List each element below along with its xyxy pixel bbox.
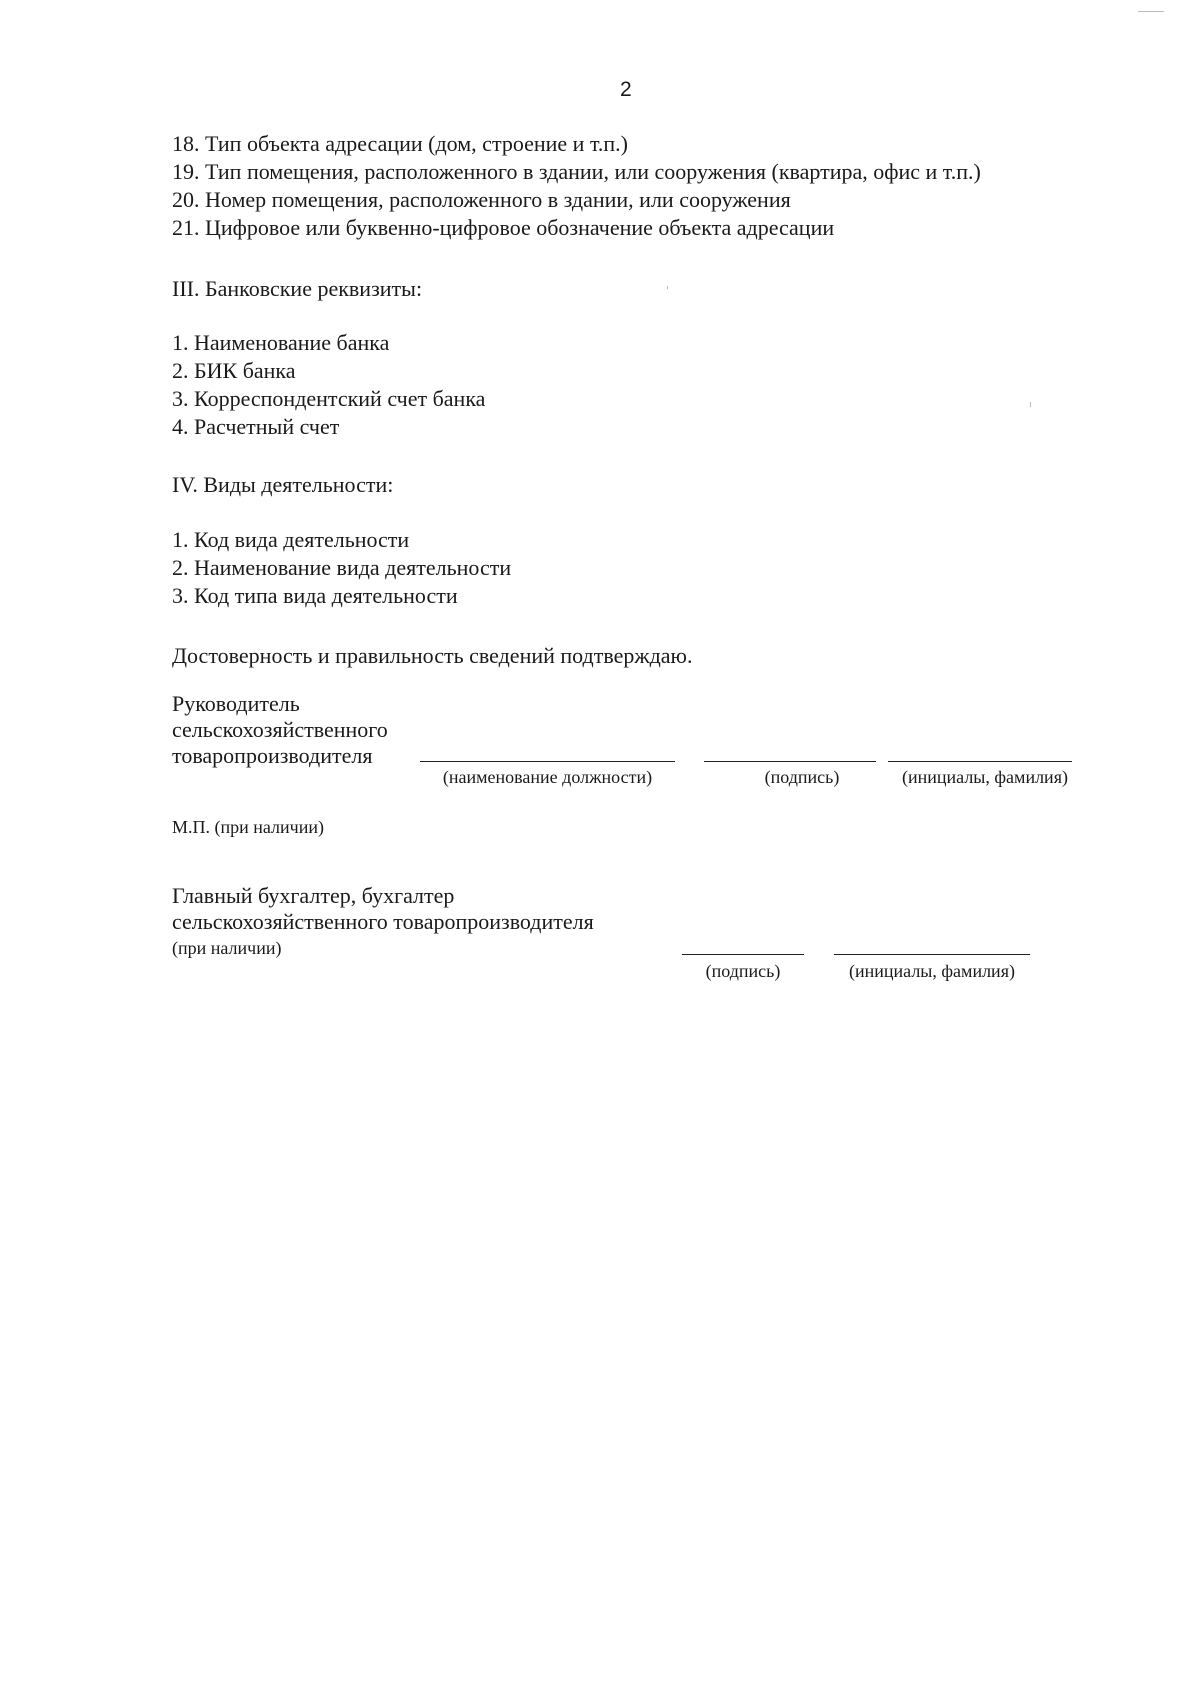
accountant-caption-signature: (подпись) [705,961,781,981]
head-caption-name: (инициалы, фамилия) [902,767,1068,787]
scan-speck [667,286,668,289]
page-number: 2 [620,78,632,101]
head-position-signature-line [420,761,675,762]
confirmation-text: Достоверность и правильность сведений подтверждаю. [172,643,693,668]
accountant-label-line-1: Главный бухгалтер, бухгалтер [172,883,455,908]
head-label-line-2: сельскохозяйственного [172,717,388,742]
head-caption-position: (наименование должности) [442,767,653,787]
head-name-signature-line [888,761,1072,762]
activity-item-1: 1. Код вида деятельности [172,527,410,552]
head-label-line-3: товаропроизводителя [172,743,373,768]
bank-item-3: 3. Корреспондентский счет банка [172,386,486,411]
activity-section-heading: IV. Виды деятельности: [172,472,394,497]
activity-item-2: 2. Наименование вида деятельности [172,555,512,580]
address-item-19: 19. Тип помещения, расположенного в здании, или сооружения (квартира, офис и т.п.) [172,159,981,184]
scan-speck [1030,402,1031,407]
address-item-21: 21. Цифровое или буквенно-цифровое обозначение объекта адресации [172,215,835,240]
scan-speck [1138,11,1164,12]
head-signature-line [704,761,876,762]
bank-item-1: 1. Наименование банка [172,330,390,355]
address-item-18: 18. Тип объекта адресации (дом, строение и т.п.) [172,131,629,156]
head-caption-signature: (подпись) [764,767,840,787]
activity-item-3: 3. Код типа вида деятельности [172,583,458,608]
accountant-label-line-2: сельскохозяйственного товаропроизводителя [172,909,594,934]
bank-item-2: 2. БИК банка [172,358,296,383]
accountant-name-signature-line [834,954,1030,955]
accountant-note: (при наличии) [172,938,282,958]
bank-item-4: 4. Расчетный счет [172,414,340,439]
stamp-note: М.П. (при наличии) [172,817,324,837]
bank-section-heading: III. Банковские реквизиты: [172,276,423,301]
accountant-signature-line [682,954,804,955]
accountant-caption-name: (инициалы, фамилия) [849,961,1015,981]
head-label-line-1: Руководитель [172,691,300,716]
address-item-20: 20. Номер помещения, расположенного в здании, или сооружения [172,187,791,212]
